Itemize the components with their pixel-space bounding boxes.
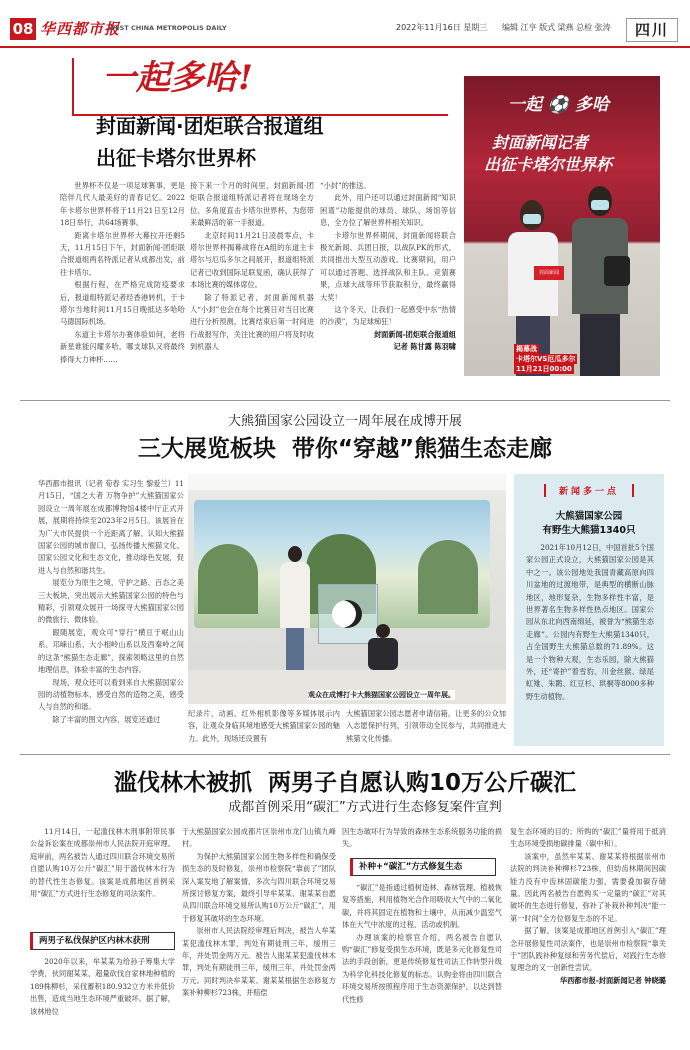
story3-subhead: 成都首例采用“碳汇”方式进行生态修复案件宣判 <box>228 800 502 815</box>
sidebar-body: 2021年10月12日，中国首批5个国家公园正式设立，大熊猫国家公园是其中之一。该公园地处我国青藏高原向四川盆地的过渡地带，是典型的横断山脉地区，地形复杂，生物多样性丰富，是世界著名生物多样性热点地区。国家公园从东北向西南绵延，被誉为“熊猫生态走廊”。公园内有野生大熊猫1340只，占全国野生大熊猫总数的71.89%。这是一个物种大观，生态乐园，除大熊猫外，还“寄护”着雪豹、川金丝猴、绿尾虹雉、朱鹮、红豆杉、珙桐等8000多种野生动植物。 <box>526 543 654 701</box>
photo-title-top: 一起 ⚽ 多哈 <box>508 95 610 115</box>
photo-title-2: 出征卡塔尔世界杯 <box>484 155 613 174</box>
story2-col2: 纪录片、动画、红外相机影像等多媒体展示内容，让观众身临其境地感受大熊猫国家公园的魅力。此外，现场还设置有 <box>188 709 340 743</box>
photo-bottom-2: 卡塔尔VS厄瓜多尔 <box>516 355 576 363</box>
visitor-crouching <box>368 624 398 670</box>
panda-specimen <box>332 600 362 628</box>
page-number: 08 <box>10 18 36 40</box>
editor-credits: 编辑 江亨 版式 梁燕 总检 张涛 <box>502 23 611 32</box>
photo-bottom-3: 11月21日00:00 <box>516 365 572 373</box>
photo-caption: 观众在成博打卡大熊猫国家公园设立一周年展。 <box>308 691 455 699</box>
story3-col4: 复生态环境的目的；所购的“碳汇”量将用于抵消生态环境受损地碳排量（碳中和）。 该案中，虽然牟某某、谢某某将根据崇州市法院的判决补种柳杉723株，但幼齿林期间因碳能力没有中齿林固碳能力强，需要叠加碳存储量。因此两名被告自愿购买一定量的“碳汇”对其破坏的生态进行修复，弥补了补栽补种判决“能一第一时间”全方位修复生态的不足。 据了解，该案是成都地区首例引入“碳汇”理念开展修复性司法案件，也是崇州市检察院“靠关于”团队践补种复绿和劳务代偿后，对践行生态修复理念的又一创新性尝试。 华西都市报-封面新闻记者 钟晓璐 <box>510 826 666 987</box>
story3-subhead-box-2: 补种+“碳汇”方式修复生态 <box>350 858 496 876</box>
photo-bottom-1: 揭幕战 <box>516 345 537 353</box>
news-sidebar <box>514 474 664 746</box>
sidebar-title-1: 大熊猫国家公园 <box>555 511 623 522</box>
section-name: 四川 <box>626 18 678 42</box>
microphone: 封面新闻 <box>534 266 564 280</box>
story1-byline-1: 封面新闻-团炬联合报道组 <box>373 329 456 339</box>
sidebar-title-2: 有野生大熊猫1340只 <box>542 525 636 536</box>
story2-headline: 三大展览板块 带你“穿越”熊猫生态走廊 <box>137 436 553 462</box>
story1-col2: 接下来一个月的时间里，封面新闻-团炬联合报道组特派记者将在现场全方位、多角度直击卡塔尔世界杯，为您带来最鲜活的第一手报道。 北京时间11月21日凌晨零点，卡塔尔世界杯揭幕战将在A组的东道主卡塔尔与厄瓜多尔之间展开，报道组特派记者已收到国际足联复函，确认获得了本场比赛的媒体席位。 除了特派记者，封面新闻机器人“小封”也会在每个比赛日对当日比赛进行分析预测，比赛结束后第一时间进行战报写作，关注比赛的用户将及时收到机器人 <box>190 181 314 352</box>
story3-col3b: “碳汇”是指通过植树造林、森林管理、植被恢复等措施，利用植物光合作用吸收大气中的二氧化碳，并将其固定在植物和土壤中，从而减少温室气体在大气中浓度的过程、活动或机制。 办理该案的检察官介绍，两名被告自愿认购“碳汇”修复受损生态环境，既是多元化修复性司法的手段创新，更是传统修复性司法工作转型升级为科学化科技化修复的标志。认购金将由四川联合环境交易所按照程序用于生态资源保护，以达到替代性修 <box>342 883 502 1004</box>
story1-byline-2: 记者 陈甘露 陈羽啸 <box>393 342 456 352</box>
photo-title-1: 封面新闻记者 <box>492 133 589 152</box>
story3-lead: 11月14日，一起滥伐林木刑事附带民事公益诉讼案在成都崇州市人民法院开庭审理。庭审前，两名被告人通过四川联合环境交易所自愿认购10万公斤“碳汇”用于滥伐林木行为的替代性生态修复。该案是成都地区首例采用“碳汇”方式进行生态修复的司法案件。 <box>30 827 175 899</box>
masthead <box>0 0 690 48</box>
story3-headline: 滥伐林木被抓 两男子自愿认购10万公斤碳汇 <box>113 770 577 796</box>
story3-col2: 于大熊猫国家公园成都片区崇州市龙门山镇九峰村。 为保护大熊猫国家公园生物多样性和确保受损生态的及时修复，崇州市检察院“靠前了”团队深入案发地了解案情，多次与四川联合环境交易所探讨修复方案，最终引导牟某某、谢某某自愿从四川联合环境交易所认购10万公斤“碳汇”，用于修复其破坏的生态环境。 崇州市人民法院经审理后判决，被告人牟某某犯滥伐林木罪，判处有期徒刑三年，缓刑三年，并处罚金两万元。被告人谢某某犯滥伐林木罪，判处有期徒刑三年，缓刑三年，并处罚金两万元。同时判决牟某某、谢某某根据生态修复方案补种柳杉723株，并赔偿 <box>182 827 336 998</box>
story1-col3: “小封”的推送。 此外，用户还可以通过封面新闻“知识困谱”功能提供的球员、球队、场馆等信息，全方位了解世界杯相关知识。 卡塔尔世界杯期间，封面新闻将联合极光新闻、兵团日报，以战队PK的形式，共同推出大型互动游戏。比赛期间，用户可以通过答题、选择战队和主队、竞猜赛果，点球大战等环节获取积分，最终赢得大奖！ 这个冬天，让我们一起感受中东“热情的沙漠”，为足球痴狂！ 封面新闻-团炬联合报道组 记者 陈甘露 陈羽啸 <box>320 180 456 354</box>
visitor-standing <box>280 546 310 686</box>
issue-date: 2022年11月16日 星期三 <box>396 23 488 32</box>
reporter-male <box>568 186 632 376</box>
newspaper-logo: 华西都市报 <box>40 20 121 38</box>
story3-col1b: 2020年以来，牟某某为给孙子筹集大学学费，伙同谢某某，超量砍伐自家林地种植的189株柳杉，采伐蓄积180.932立方米并低价出售，造成当地生态环境严重破坏。据了解，该林地位 <box>30 957 175 1016</box>
story3-col3a: 因生态破坏行为导致的森林生态系统服务功能的损失。 <box>342 827 502 849</box>
story1-headline-1: 封面新闻·团炬联合报道组 <box>96 114 324 138</box>
story2-col3: 大熊猫国家公园志愿者申请信箱，让更多的公众加入志愿保护行列，引领带动全民参与，共同推进大熊猫文化传播。 <box>346 709 506 743</box>
kicker-title: 一起多哈! <box>94 50 261 99</box>
story2-overline: 大熊猫国家公园设立一周年展在成博开展 <box>227 414 462 429</box>
story1-headline-2: 出征卡塔尔世界杯 <box>96 146 256 170</box>
exhibition-photo <box>188 474 506 704</box>
sidebar-tag: 新闻多一点 <box>544 484 634 497</box>
story2-col1: 华西都市报讯（记者 荀春 实习生 黎爱兰）11月15日，“国之大者 万物争护”大熊猫国家公园设立一周年展在成都博物馆4楼中厅正式开展，展期将持续至2023年2月5日。该展旨在为广大市民提供一个近距离了解、认知大熊猫国家公园的城市窗口，弘扬传播大熊猫文化、国家公园文化和生态文化，推动绿色发展，促进人与自然和谐共生。 展览分为原生之境、守护之路、百态之美三大板块，突出展示大熊猫国家公园的特色与精彩，引领观众展开一场探寻大熊猫国家公园的微旅行、微体验。 跟随展览，观众可“穿行”横亘于岷山山系、邛崃山系、大小相岭山系以及西秦岭之间的这条“熊猫生态走廊”，探索领略这里的自然地理信息，体验丰富的生态内容。 现场，观众还可以看到来自大熊猫国家公园的动植物标本，感受自然的造物之美，感受人与自然的和谐。 除了丰富的图文内容，展览还通过 <box>38 479 184 724</box>
story1-col1: 世界杯不仅是一项足球赛事，更是陪伴几代人最美好的青春记忆。2022年卡塔尔世界杯将于11月21日至12月18日举行，共64场赛事。 距离卡塔尔世界杯大幕拉开还剩5天，11月15日下午，封面新闻-团炬联合报道组两名特派记者从成都出发，前往卡塔尔。 根据行程，在严格完成防疫要求后，报道组特派记者经香港转机，于卡塔尔当地时间11月15日晚抵达多哈哈马德国际机场。 东道主卡塔尔办赛体验如何，老将新星谁能闪耀多哈，哪支球队又将最终捧得大力神杯…… <box>60 181 185 364</box>
story3-subhead-box-1: 两男子私伐保护区内林木获刑 <box>30 932 175 950</box>
newspaper-logo-en: WEST CHINA METROPOLIS DAILY <box>108 24 227 32</box>
worldcup-photo <box>464 76 660 376</box>
story3-byline: 华西都市报-封面新闻记者 钟晓璐 <box>559 975 666 985</box>
